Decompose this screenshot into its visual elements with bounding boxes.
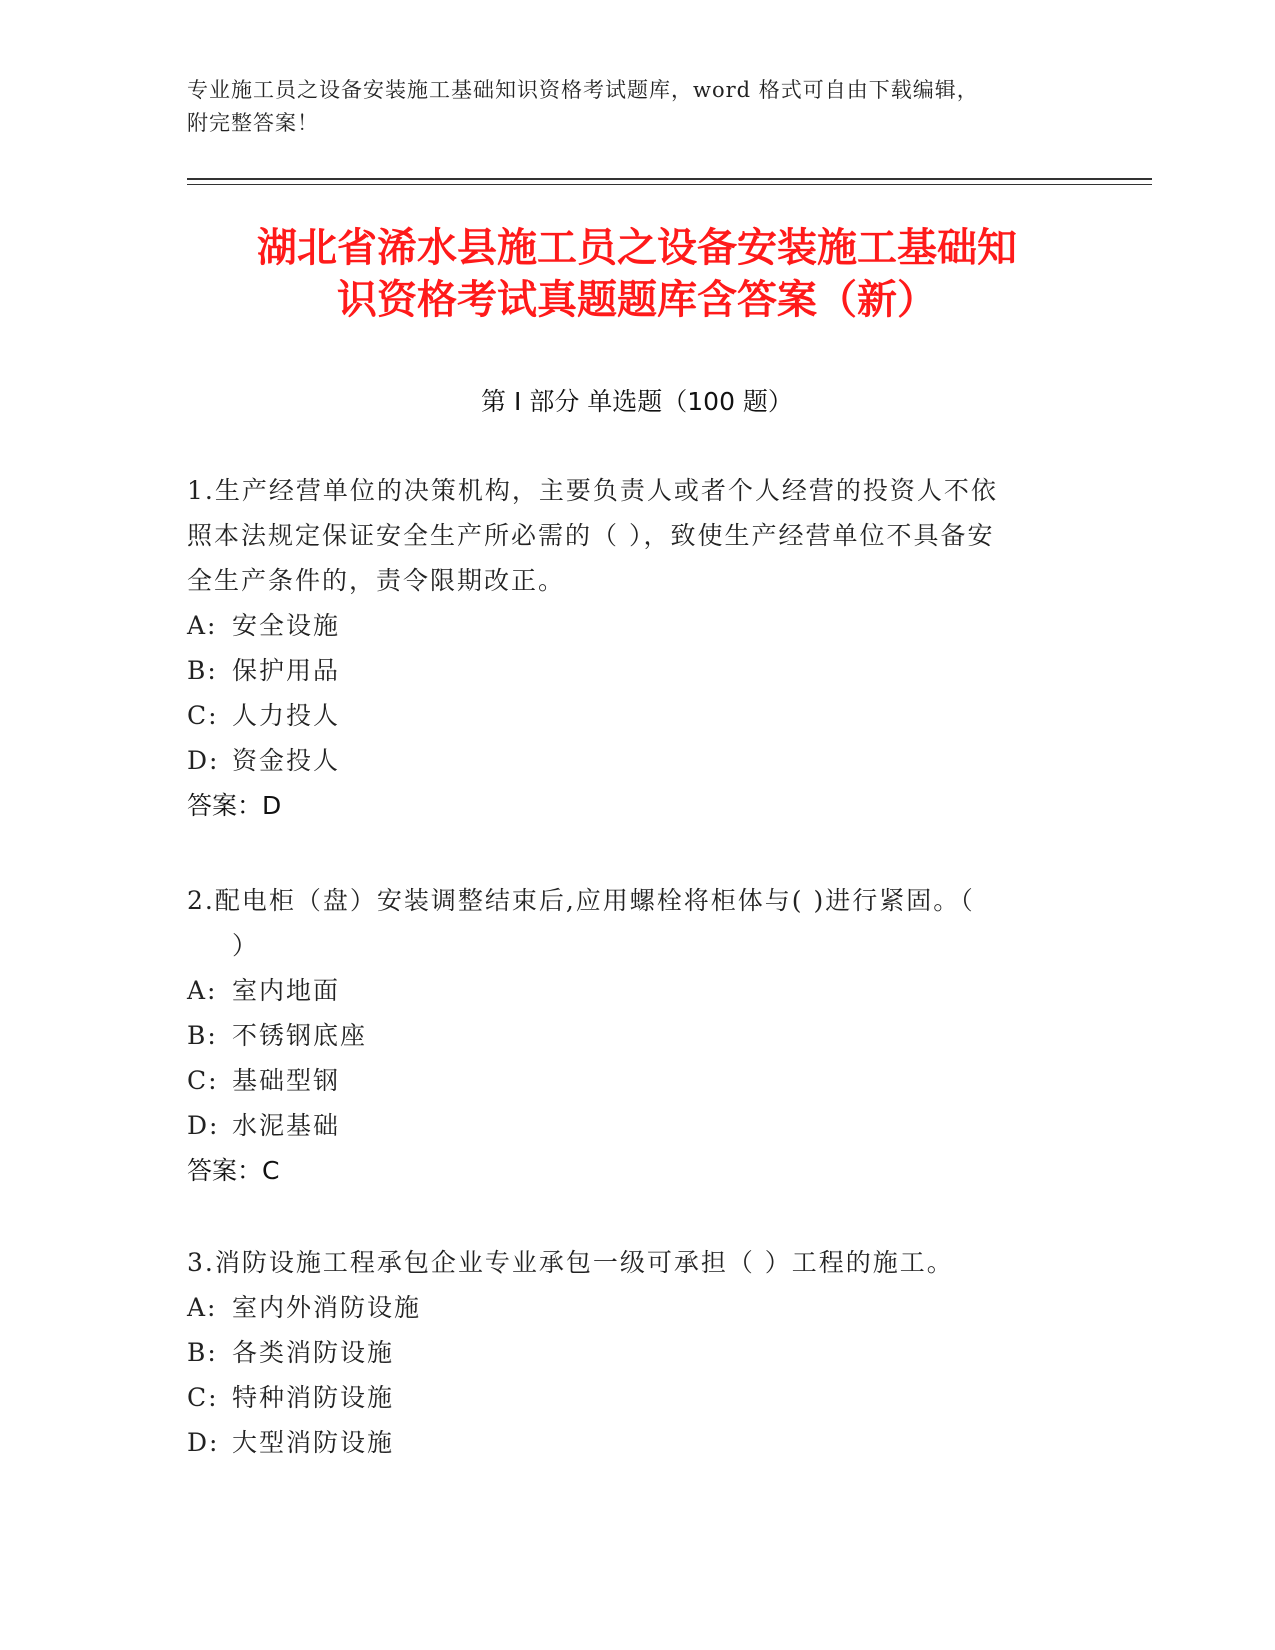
header-divider-thin — [187, 184, 1152, 185]
option-text: 室内外消防设施 — [232, 1293, 422, 1322]
question-stem-line: 照本法规定保证安全生产所必需的（ ），致使生产经营单位不具备安 — [187, 521, 995, 550]
option-text: 保护用品 — [232, 656, 341, 685]
option-b — [187, 1330, 1087, 1375]
option-letter: D: — [187, 1428, 220, 1457]
option-c — [187, 1058, 1087, 1103]
option-a — [187, 603, 1087, 648]
question-block — [187, 878, 1087, 1193]
option-d — [187, 738, 1087, 783]
option-b — [187, 1013, 1087, 1058]
option-d — [187, 1420, 1087, 1465]
option-letter: B: — [187, 656, 218, 685]
option-letter: B: — [187, 1021, 218, 1050]
document-title-line: 识资格考试真题题库含答案（新） — [337, 277, 937, 323]
document-title — [187, 222, 1087, 326]
answer-line: 答案：D — [187, 791, 282, 820]
option-c — [187, 1375, 1087, 1420]
option-a — [187, 1285, 1087, 1330]
option-c — [187, 693, 1087, 738]
option-text: 安全设施 — [232, 611, 341, 640]
option-letter: A: — [187, 1293, 218, 1322]
question-block — [187, 468, 1087, 828]
option-letter: D: — [187, 746, 220, 775]
answer-line: 答案：C — [187, 1156, 280, 1185]
option-text: 水泥基础 — [232, 1111, 341, 1140]
option-text: 各类消防设施 — [232, 1338, 395, 1367]
option-text: 大型消防设施 — [232, 1428, 395, 1457]
option-letter: C: — [187, 1066, 219, 1095]
header-note-line: 专业施工员之设备安装施工基础知识资格考试题库，word 格式可自由下载编辑， — [187, 78, 979, 102]
header-divider — [187, 178, 1152, 180]
header-note — [187, 74, 1087, 140]
document-title-line: 湖北省浠水县施工员之设备安装施工基础知 — [257, 225, 1017, 271]
option-text: 基础型钢 — [232, 1066, 341, 1095]
question-stem-line: 1.生产经营单位的决策机构，主要负责人或者个人经营的投资人不依 — [187, 476, 998, 505]
option-letter: C: — [187, 1383, 219, 1412]
question-stem-line: 2.配电柜（盘）安装调整结束后,应用螺栓将柜体与( )进行紧固。（ — [187, 886, 975, 915]
question-block — [187, 1240, 1087, 1465]
option-a — [187, 968, 1087, 1013]
question-stem — [187, 878, 1087, 968]
option-d — [187, 1103, 1087, 1148]
option-text: 不锈钢底座 — [232, 1021, 368, 1050]
option-letter: D: — [187, 1111, 220, 1140]
option-letter: C: — [187, 701, 219, 730]
question-stem-line: ） — [232, 931, 260, 960]
option-letter: B: — [187, 1338, 218, 1367]
header-note-line: 附完整答案！ — [187, 111, 319, 135]
question-stem-line: 全生产条件的，责令限期改正。 — [187, 566, 566, 595]
section-heading: 第 I 部分 单选题（100 题） — [481, 387, 793, 416]
option-b — [187, 648, 1087, 693]
question-stem — [187, 468, 1087, 603]
option-text: 资金投人 — [232, 746, 341, 775]
option-letter: A: — [187, 611, 218, 640]
question-stem-line: 3.消防设施工程承包企业专业承包一级可承担（ ）工程的施工。 — [187, 1248, 954, 1277]
question-stem — [187, 1240, 1087, 1285]
option-letter: A: — [187, 976, 218, 1005]
option-text: 人力投人 — [232, 701, 341, 730]
option-text: 特种消防设施 — [232, 1383, 395, 1412]
option-text: 室内地面 — [232, 976, 341, 1005]
